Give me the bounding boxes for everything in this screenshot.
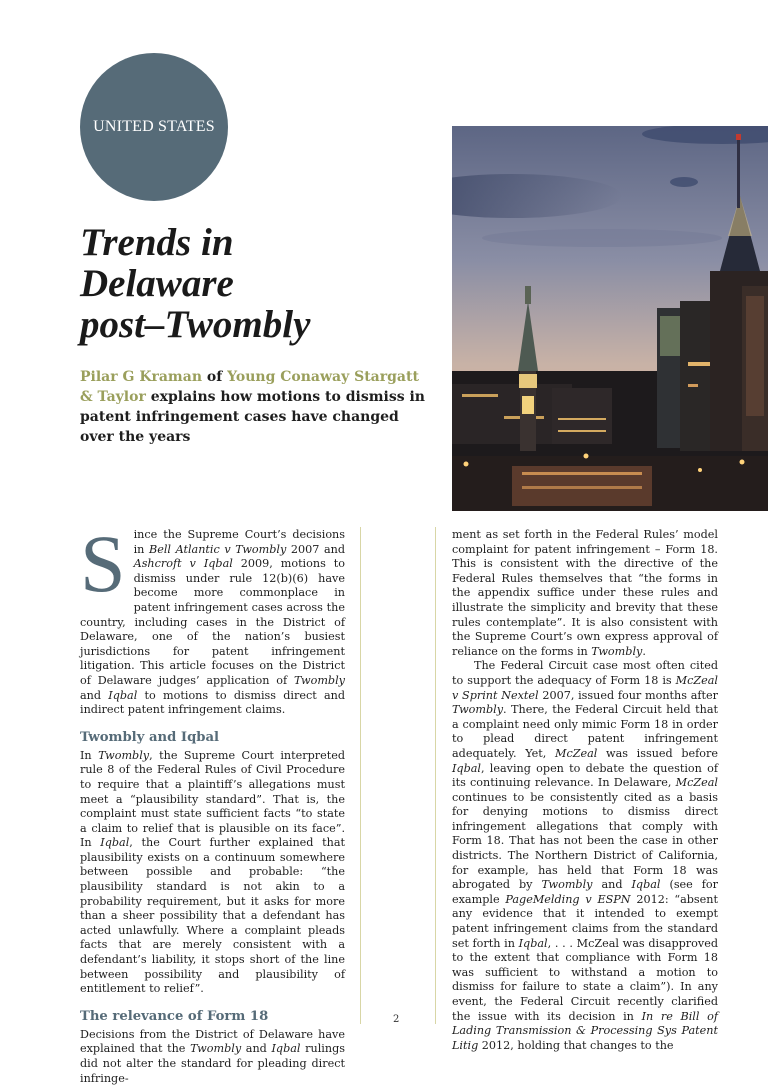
case-name: Iqbal <box>108 688 138 702</box>
column-rule-right <box>435 527 436 1024</box>
text-run: 2012: “absent any evidence that it intended to exempt patent infringement claims from the standard set forth in <box>452 892 718 950</box>
body-paragraph <box>452 528 718 659</box>
page-number: 2 <box>393 1014 400 1025</box>
text-run: , . . . McZeal was disapproved to the extent that compliance with Form 18 was sufficient to withstand a motion to dismiss for failure to state a claim”). In any event, the Federal Circuit recently clarified the issue with its decision in <box>452 936 718 1023</box>
text-run: , the Court further explained that plausibility exists on a continuum somewhere between possible and probable: “the plausibility standard is not akin to a probability requirement, but it asks for more than a sheer possibility that a defendant has acted unlawfully. Where a complaint pleads facts that are merely consistent with a defendant’s liability, it stops short of the line between possibility and plausibility of entitlement to relief”. <box>80 836 345 996</box>
title-line: post–Twombly <box>80 303 311 346</box>
region-badge-label: UNITED STATES <box>93 118 215 135</box>
text-run: was issued before <box>597 746 718 760</box>
text-run: to motions to dismiss direct and indirect patent infringement claims. <box>80 688 346 717</box>
text-run: ince the Supreme Court’s decisions in <box>133 528 345 556</box>
case-name: Iqbal <box>100 836 130 850</box>
case-name: Twombly <box>190 1042 242 1056</box>
title-line: Delaware <box>80 262 234 305</box>
article-title <box>80 222 410 345</box>
region-badge <box>80 53 228 201</box>
text-run: 2007 and <box>286 542 346 556</box>
case-name: Twombly <box>591 644 643 658</box>
body-column-right <box>452 528 718 1053</box>
text-run: . <box>642 644 646 658</box>
text-run: The Federal Circuit case most often cited to support the adequacy of Form 18 is <box>452 659 718 687</box>
case-name: Twombly <box>293 673 345 687</box>
text-run: ment as set forth in the Federal Rules’ model complaint for patent infringement – Form 18. This is consistent with the directive of the Federal Rules themselves that “the forms in the appendix suffice under these rules and illustrate the simplicity and brevity that these rules contemplate”. It is also consistent with the Supreme Court’s own express approval of reliance on the forms in <box>452 528 718 658</box>
text-run: 2007, issued four months after <box>538 688 718 702</box>
section-heading: The relevance of Form 18 <box>80 1008 269 1024</box>
standfirst <box>80 367 435 447</box>
text-run: and <box>80 688 109 702</box>
case-name: Twombly <box>98 748 150 762</box>
text-run: 2009, motions to dismiss under rule 12(b)(6) have become more commonplace in patent infringement cases across the country, including cases in the District of Delaware, one of the nation’s busiest jurisdictions for patent infringement litigation. This article focuses on the District of Delaware judges’ application of <box>80 557 345 687</box>
case-name: Twombly <box>452 703 504 717</box>
text-run: continues to be consistently cited as a basis for denying motions to dismiss direct infringement allegations that comply with Form 18. That has not been the case in other districts. The Northern District of California, for example, has held that Form 18 was abrogated by <box>452 790 718 892</box>
body-paragraph <box>80 1028 345 1086</box>
case-name: Iqbal <box>271 1042 301 1056</box>
intro-paragraph <box>80 518 346 718</box>
text-run: rulings did not alter the standard for pleading direct infringe- <box>80 1042 345 1085</box>
case-name: McZeal <box>554 746 598 760</box>
case-name: In re Bill of Lading Transmission & Processing Sys Patent Litig <box>452 1009 718 1052</box>
case-name: Iqbal <box>631 878 661 892</box>
text-run: and <box>241 1042 272 1056</box>
standfirst-text: explains how motions to dismiss in patent infringement cases have changed over the years <box>80 389 425 445</box>
drop-cap: S <box>80 518 126 609</box>
text-run: . There, the Federal Circuit held that a complaint need only mimic Form 18 in order to plead direct patent infringement adequately. Yet, <box>452 703 718 760</box>
text-run: In <box>80 748 99 762</box>
case-name: Iqbal <box>452 761 481 775</box>
body-column-left <box>80 518 346 1086</box>
text-run: and <box>592 878 632 892</box>
text-run: (see for example <box>452 878 718 906</box>
body-paragraph <box>80 749 345 997</box>
text-run: , leaving open to debate the question of its continuing relevance. In Delaware, <box>452 761 718 790</box>
case-name: McZeal <box>675 776 718 790</box>
case-name: McZeal v Sprint Nextel <box>452 673 718 702</box>
city-skyline-photo <box>452 126 768 511</box>
author-name: Pilar G Kraman <box>80 369 202 385</box>
case-name: PageMelding v ESPN <box>505 892 631 906</box>
section-heading: Twombly and Iqbal <box>80 729 220 745</box>
case-name: Twombly <box>541 878 593 892</box>
case-name: Iqbal <box>518 936 548 950</box>
text-run: , the Supreme Court interpreted rule 8 of the Federal Rules of Civil Procedure to require that a plaintiff’s allegations must meet a “plausibility standard”. That is, the complaint must state sufficient facts “to state a claim to relief that is plausible on its face”. In <box>80 748 345 850</box>
standfirst-of: of <box>202 369 228 385</box>
case-name: Ashcroft v Iqbal <box>133 557 233 571</box>
firm-name: Young Conaway Stargatt & Taylor <box>80 369 419 405</box>
title-line: Trends in <box>80 221 234 264</box>
text-run: Decisions from the District of Delaware have explained that the <box>80 1027 345 1056</box>
case-name: Bell Atlantic v Twombly <box>149 542 287 556</box>
column-rule-left <box>360 527 361 1024</box>
body-paragraph <box>452 659 718 1053</box>
text-run: 2012, holding that changes to the <box>478 1038 674 1052</box>
